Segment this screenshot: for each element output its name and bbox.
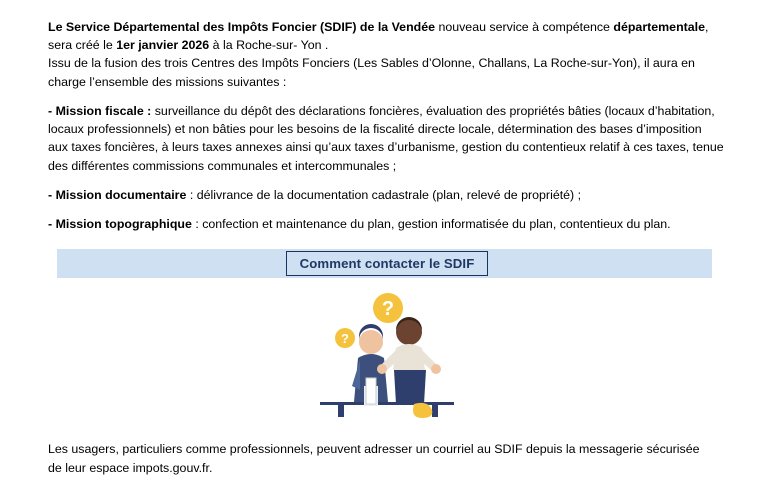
two-people-with-question-marks-icon (308, 290, 468, 422)
mission-documentaire-paragraph (48, 186, 724, 204)
intro-paragraph (48, 18, 724, 54)
contact-heading-box (286, 251, 488, 276)
mission-fiscale-paragraph (48, 102, 724, 175)
intro-lead-bold: Le Service Départemental des Impôts Foncier (SDIF) de la Vendée (48, 20, 435, 34)
mission-fiscale-text: surveillance du dépôt des déclarations foncières, évaluation des propriétés bâties (locaux d’habitation, locaux professionnels) et non bâties pour les besoins de la fiscalité directe locale, détermination des bases d’imposition aux taxes foncières, à leurs taxes annexes ainsi qu’aux taxes d’urbanisme, gestion du contentieux relatif à ces taxes, tenue des différentes commissions communales et intercommunales ; (48, 103, 724, 173)
intro-line2-rest: à la Roche-sur- Yon . (209, 38, 329, 53)
intro-line2-bold: 1er janvier 2026 (116, 38, 210, 53)
spacer (48, 91, 724, 102)
svg-text:?: ? (341, 331, 349, 346)
mission-documentaire-text: : délivrance de la documentation cadastrale (plan, relevé de propriété) ; (186, 187, 582, 202)
spacer (48, 204, 724, 215)
intro-lead-rest: nouveau service à compétence (435, 20, 614, 34)
spacer (48, 175, 724, 186)
footer-paragraph (48, 440, 728, 477)
intro-line3: Issu de la fusion des trois Centres des Impôts Fonciers (Les Sables d’Olonne, Challans, La Roche-sur-Yon), il aura en charge l’ensemble des missions suivantes : (48, 56, 695, 89)
footer-line2: de leur espace impots.gouv.fr. (48, 460, 213, 475)
mission-topographique-label: - Mission topographique (48, 217, 192, 232)
mission-topographique-paragraph (48, 215, 724, 233)
mission-documentaire-label: - Mission documentaire (48, 187, 187, 202)
mission-topographique-text: : confection et maintenance du plan, gestion informatisée du plan, contentieux du plan. (191, 217, 671, 232)
intro-line2-start: sera créé le (48, 38, 117, 53)
intro-lead-bold2: départementale (613, 20, 705, 34)
mission-fiscale-label: - Mission fiscale : (48, 103, 152, 118)
svg-text:?: ? (381, 298, 395, 320)
contact-heading-label: Comment contacter le SDIF (299, 256, 475, 271)
footer-line1: Les usagers, particuliers comme professionnels, peuvent adresser un courriel au SDIF depuis la messagerie sécurisée (48, 442, 700, 456)
intro-lead-tail: , (705, 20, 709, 34)
